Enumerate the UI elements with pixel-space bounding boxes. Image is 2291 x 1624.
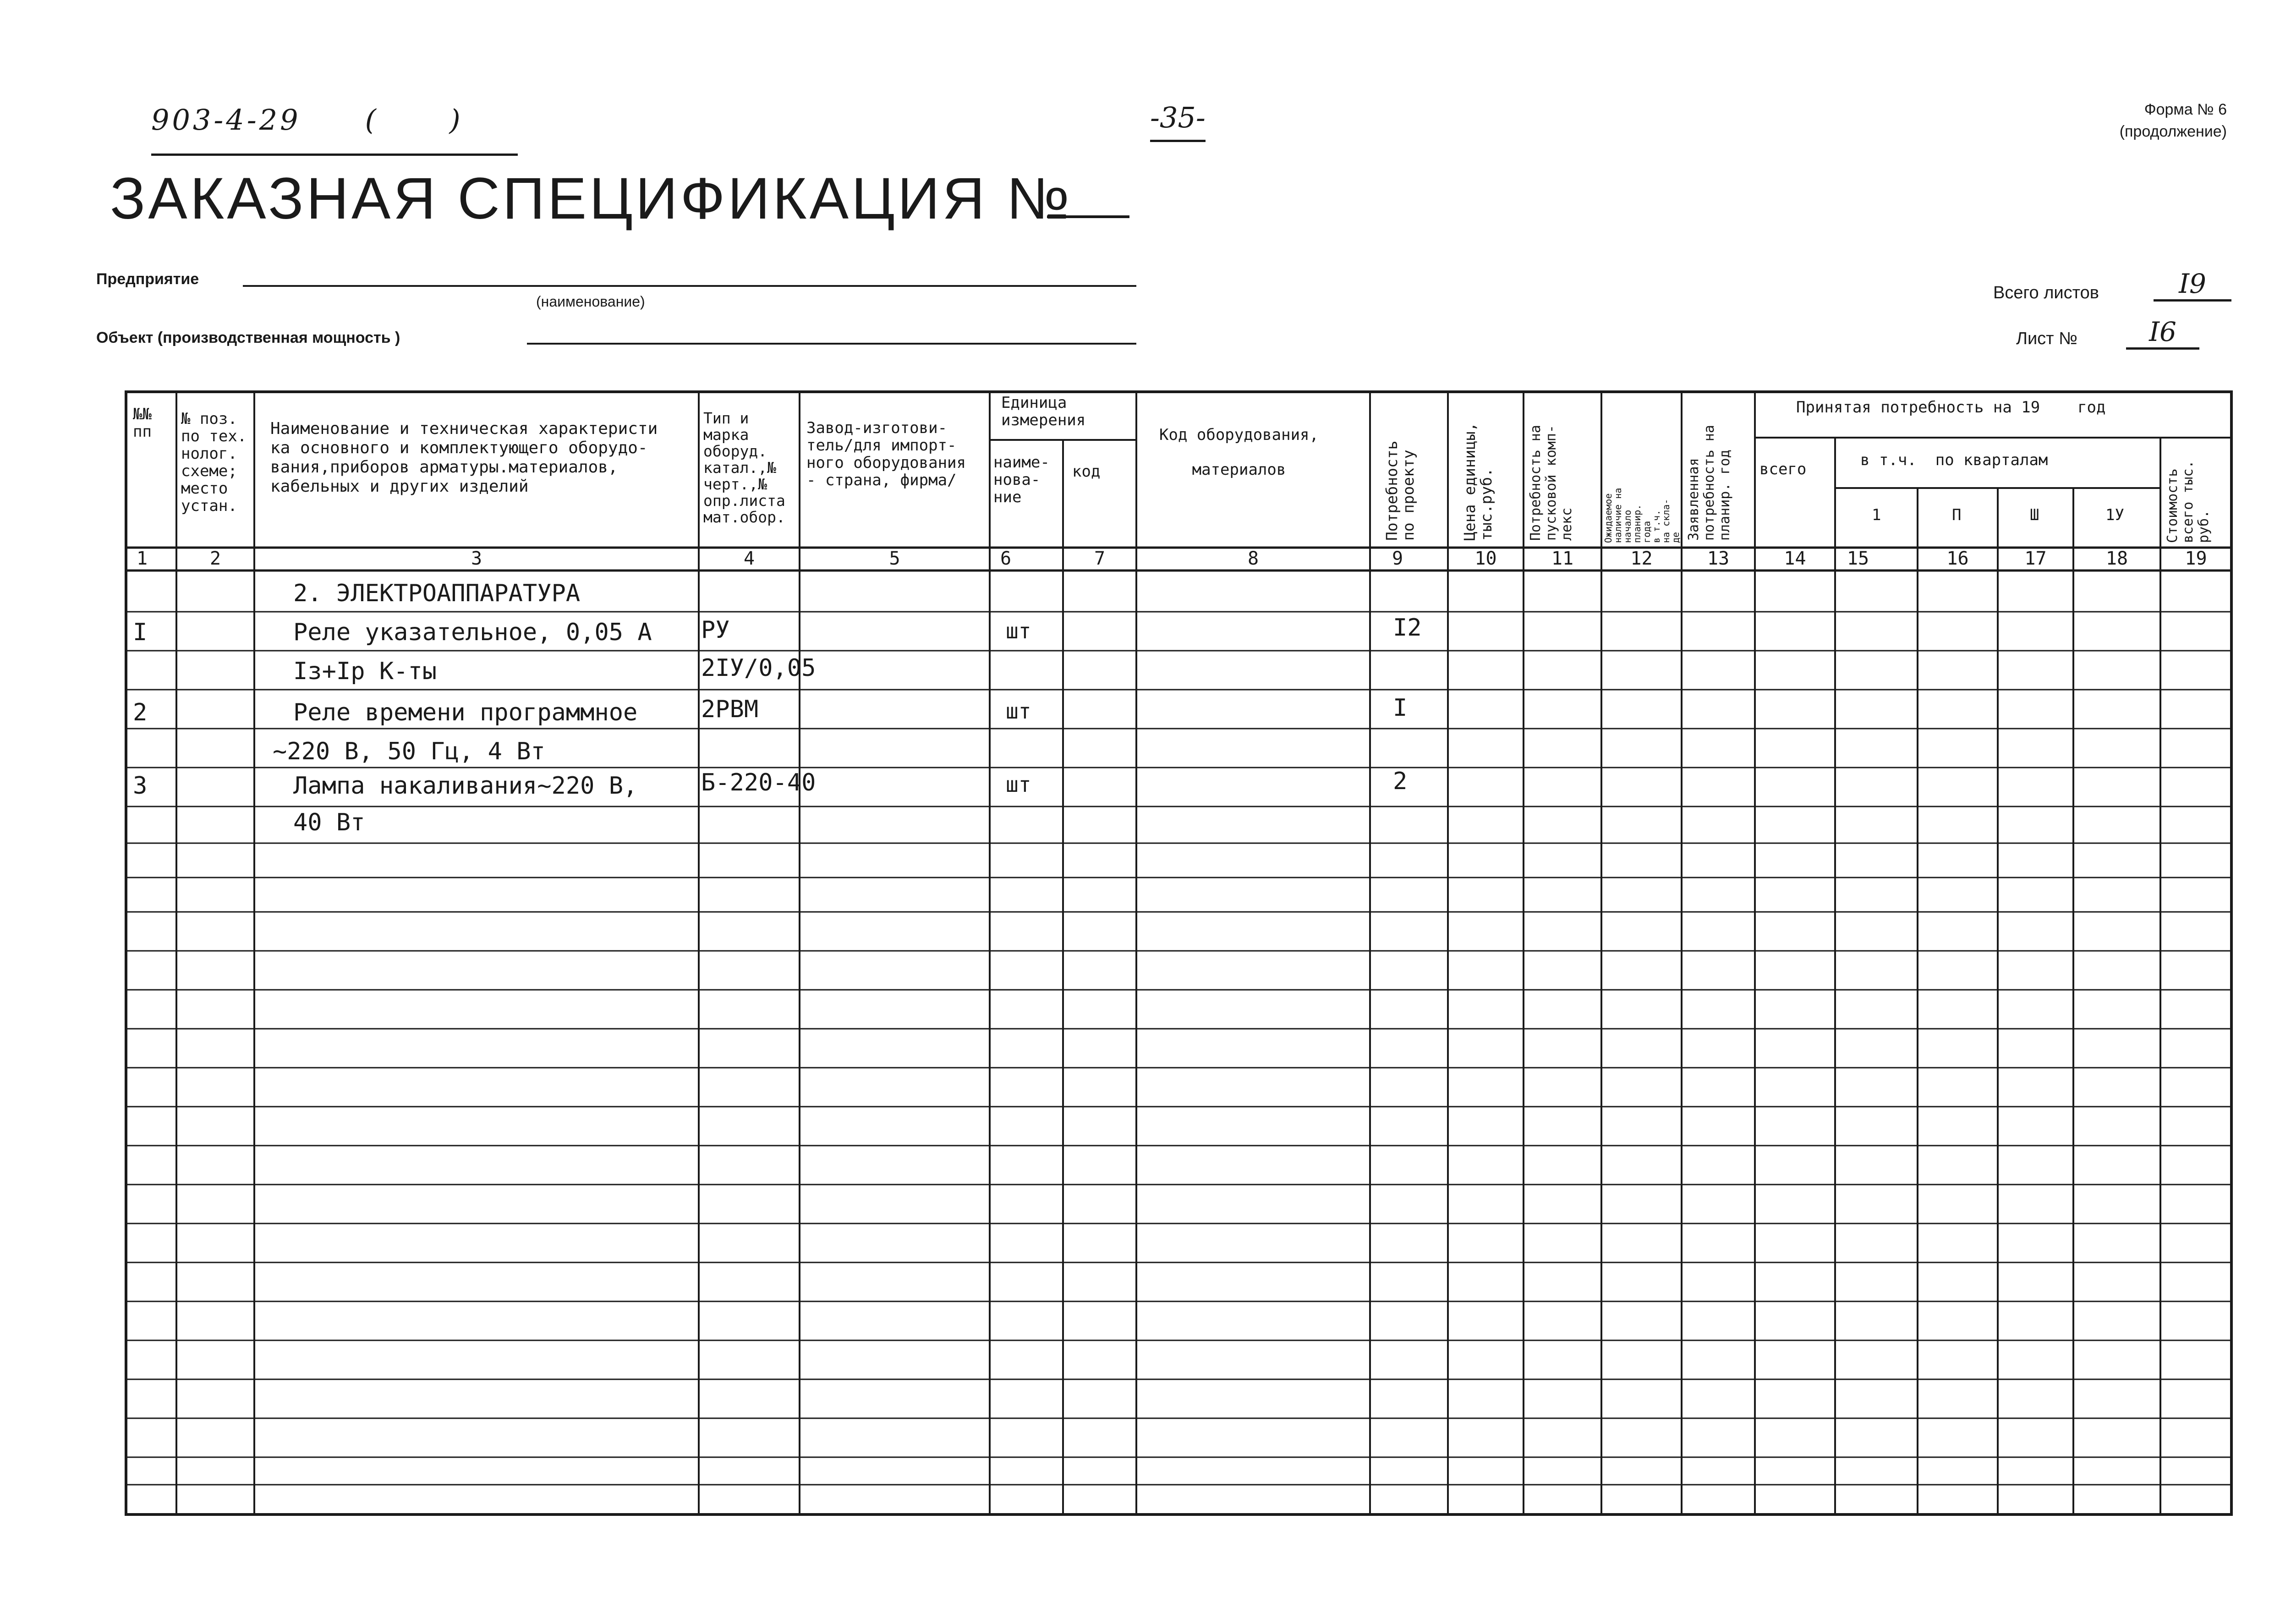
column-number: 12 <box>1630 548 1653 569</box>
total-sheets-value: I9 <box>2154 268 2231 302</box>
header-quarter-2: П <box>1952 506 1962 524</box>
document-code-paren: ( ) <box>365 103 493 137</box>
header-equipment-code: Код оборудования, материалов <box>1159 426 1319 479</box>
enterprise-hint: (наименование) <box>536 293 645 310</box>
column-number: 17 <box>2024 548 2047 569</box>
header-name-specs: Наименование и техническая характеристи ка основного и комплектующего оборудо- вания,приборов арматуры.материалов, кабельных и других изделий <box>270 419 658 496</box>
item-quantity: 2 <box>1393 768 1408 795</box>
column-number: 10 <box>1474 548 1497 569</box>
item-type: Б-220-40 <box>701 769 816 796</box>
sheet-number-value: I6 <box>2126 316 2199 350</box>
column-number: 14 <box>1784 548 1806 569</box>
header-expected-stock: Ожидаемое наличие на начало планир. года в т.ч. на скла- де <box>1603 488 1681 543</box>
header-project-need: Потребность по проекту <box>1383 440 1417 541</box>
item-name: Лампа накаливания~220 В, <box>293 772 638 800</box>
item-name: Реле времени программное <box>293 699 638 726</box>
header-total-cost: Стоимость всего тыс. руб. <box>2165 460 2212 543</box>
form-label-number: Форма № 6 <box>2144 101 2227 118</box>
page-number: -35- <box>1150 101 1206 142</box>
column-number: 11 <box>1551 548 1574 569</box>
header-unit-name: наиме- нова- ние <box>993 453 1050 506</box>
header-startup-need: Потребность на пусковой комп- лекс <box>1528 425 1575 541</box>
item-type: РУ <box>701 616 730 644</box>
enterprise-label: Предприятие <box>96 270 199 288</box>
header-quarter-1: 1 <box>1872 506 1881 524</box>
header-accepted-need: Принятая потребность на 19 год <box>1796 398 2106 417</box>
column-number: 15 <box>1847 548 1869 569</box>
item-name: Реле указательное, 0,05 А <box>293 619 652 646</box>
column-number: 7 <box>1094 548 1106 569</box>
row-number: I <box>133 619 148 646</box>
column-number: 3 <box>471 548 482 569</box>
column-number: 6 <box>1000 548 1012 569</box>
column-number: 9 <box>1392 548 1403 569</box>
header-unit-price: Цена единицы, тыс.руб. <box>1461 422 1495 541</box>
total-sheets-label: Всего листов <box>1993 283 2099 302</box>
item-type: 2РВМ <box>701 696 759 723</box>
column-number: 13 <box>1707 548 1730 569</box>
header-quarter-3: Ш <box>2030 506 2039 524</box>
document-code-number: 903-4-29 <box>151 103 301 137</box>
header-position: № поз. по тех. нолог. схеме; место устан. <box>181 410 247 515</box>
header-manufacturer: Завод-изготови- тель/для импорт- ного оборудования - страна, фирма/ <box>806 419 966 489</box>
column-number: 8 <box>1247 548 1259 569</box>
item-type: 2IУ/0,05 <box>701 654 816 682</box>
section-heading: 2. ЭЛЕКТРОАППАРАТУРА <box>293 580 581 607</box>
column-number: 18 <box>2105 548 2128 569</box>
column-number: 19 <box>2185 548 2207 569</box>
column-number: 1 <box>136 548 148 569</box>
item-unit: шт <box>1006 772 1031 797</box>
item-quantity: I <box>1393 694 1408 722</box>
row-number: 2 <box>133 699 148 726</box>
column-number: 4 <box>743 548 755 569</box>
header-row-number: №№ пп <box>133 405 152 441</box>
header-quarter-4: 1У <box>2105 506 2124 524</box>
row-number: 3 <box>133 772 148 800</box>
item-name: Iз+Iр К-ты <box>293 658 437 685</box>
header-unit: Единица измерения <box>1001 394 1086 429</box>
item-unit: шт <box>1006 699 1031 724</box>
item-name: ~220 В, 50 Гц, 4 Вт <box>273 738 545 765</box>
header-declared-need: Заявленная потребность на планир. год <box>1686 425 1733 541</box>
object-label: Объект (производственная мощность ) <box>96 329 400 346</box>
form-label-continuation: (продолжение) <box>2119 123 2227 140</box>
column-number: 5 <box>889 548 900 569</box>
item-quantity: I2 <box>1393 614 1422 642</box>
column-number: 2 <box>209 548 221 569</box>
header-unit-code: код <box>1072 462 1101 481</box>
header-quarters: в т.ч. по кварталам <box>1860 451 2048 469</box>
header-type-brand: Тип и марка оборуд. катал.,№ черт.,№ опр.листа мат.обор. <box>703 409 785 526</box>
item-unit: шт <box>1006 619 1031 643</box>
page-title: ЗАКАЗНАЯ СПЕЦИФИКАЦИЯ № <box>110 166 1073 231</box>
sheet-number-label: Лист № <box>2016 329 2077 348</box>
header-total: всего <box>1759 460 1807 478</box>
item-name: 40 Вт <box>293 809 365 836</box>
column-number: 16 <box>1946 548 1969 569</box>
